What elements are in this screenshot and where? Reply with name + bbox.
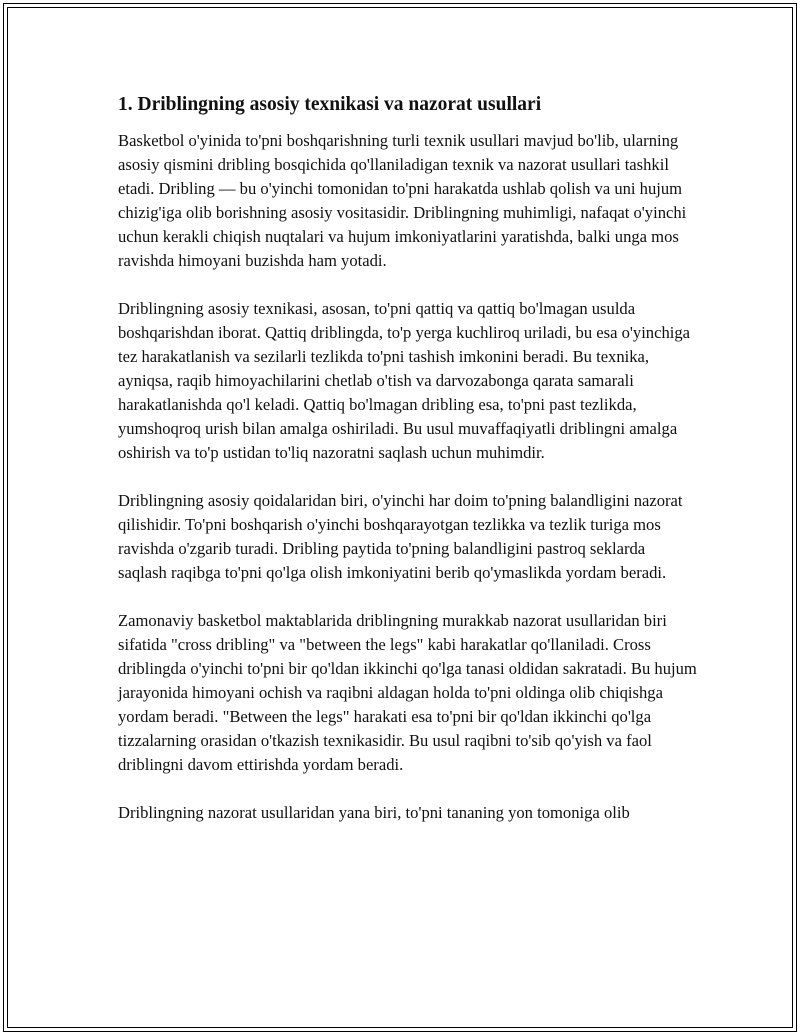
paragraph-2: Driblingning asosiy texnikasi, asosan, to'pni qattiq va qattiq bo'lmagan usulda boshqarishdan iborat. Qattiq driblingda, to'p yerga kuchliroq uriladi, bu esa o'yinchiga tez harakatlanish va sezilarli tezlikda to'pni tashish imkonini beradi. Bu texnika, ayniqsa, raqib himoyachilarini chetlab o'tish va darvozabonga qarata samarali harakatlanishda qo'l keladi. Qattiq bo'lmagan dribling esa, to'pni past tezlikda, yumshoqroq urish bilan amalga oshiriladi. Bu usul muvaffaqiyatli driblingni amalga oshirish va to'p ustidan to'liq nazoratni saqlash uchun muhimdir. — [118, 299, 691, 463]
paragraph-3: Driblingning asosiy qoidalaridan biri, o'yinchi har doim to'pning balandligini nazorat qilishidir. To'pni boshqarish o'yinchi boshqarayotgan tezlikka va tezlik turiga mos ravishda o'zgarib turadi. Dribling paytida to'pning balandligini pastroq seklarda saqlash raqibga to'pni qo'lga olish imkoniyatini berib qo'ymaslikda yordam beradi. — [118, 491, 683, 583]
section-heading: 1. Driblingning asosiy texnikasi va nazorat usullari — [118, 94, 542, 115]
paragraph-1: Basketbol o'yinida to'pni boshqarishning turli texnik usullari mavjud bo'lib, ularning asosiy qismini dribling bosqichida qo'llaniladigan texnik va nazorat usullari tashkil etadi. Dribling — bu o'yinchi tomonidan to'pni harakatda ushlab qolish va uni hujum chizig'iga olib borishning asosiy vositasidir. Driblingning muhimligi, nafaqat o'yinchi uchun kerakli chiqish nuqtalari va hujum imkoniyatlarini yaratishda, balki unga mos ravishda himoyani buzishda ham yotadi. — [118, 131, 687, 271]
paragraph-4: Zamonaviy basketbol maktablarida driblingning murakkab nazorat usullaridan biri sifatida "cross dribling" va "between the legs" kabi harakatlar qo'llaniladi. Cross driblingda o'yinchi to'pni bir qo'ldan ikkinchi qo'lga tanasi oldidan sakratadi. Bu hujum jarayonida himoyani ochish va raqibni aldagan holda to'pni oldinga olib chiqishga yordam beradi. "Between the legs" harakati esa to'pni bir qo'ldan ikkinchi qo'lga tizzalarning orasidan o'tkazish texnikasidir. Bu usul raqibni to'sib qo'yish va faol driblingni davom ettirishda yordam beradi. — [118, 611, 697, 775]
document-body — [118, 92, 698, 849]
paragraph-5: Driblingning nazorat usullaridan yana biri, to'pni tananing yon tomoniga olib — [118, 803, 630, 823]
